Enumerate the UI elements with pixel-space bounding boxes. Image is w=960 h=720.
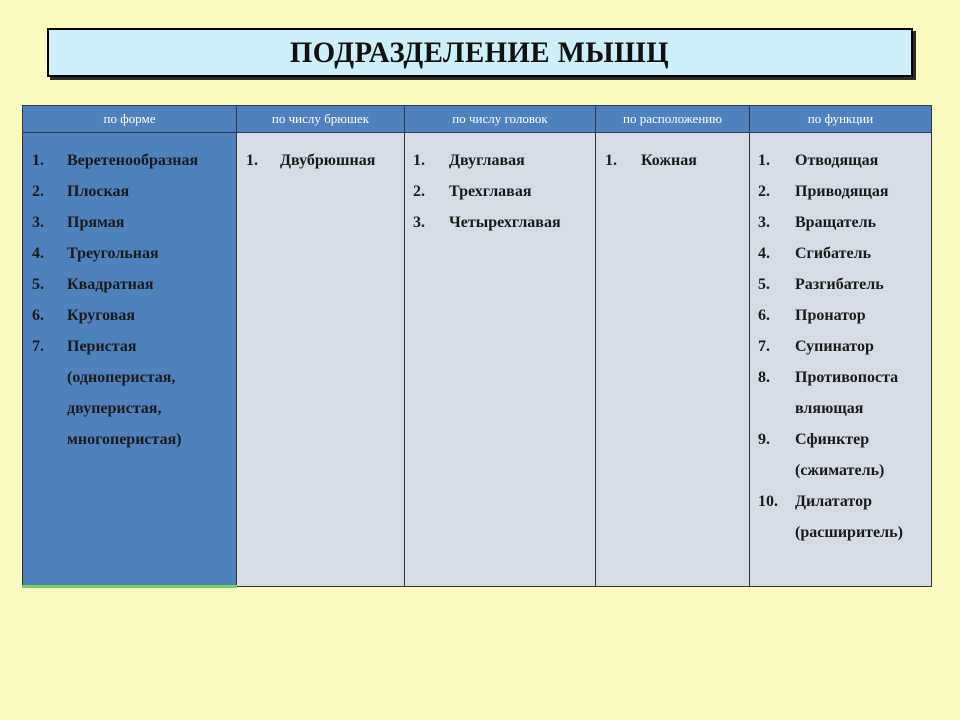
function-list bbox=[750, 145, 931, 548]
list-item: 2. Трехглавая bbox=[413, 183, 532, 200]
list-item: 5. Квадратная bbox=[32, 276, 154, 293]
cell-by-shape bbox=[23, 133, 237, 587]
heads-list bbox=[405, 145, 595, 238]
list-item: 5. Разгибатель bbox=[758, 276, 884, 293]
list-item: 10. Дилататор (расширитель) bbox=[758, 493, 903, 541]
header-by-shape: по форме bbox=[23, 106, 237, 133]
list-item: 7. Перистая (одноперистая, двуперистая, многоперистая) bbox=[32, 338, 182, 448]
list-item: 1. Двуглавая bbox=[413, 152, 525, 169]
list-item: 4. Треугольная bbox=[32, 245, 159, 262]
page-title: ПОДРАЗДЕЛЕНИЕ МЫШЦ bbox=[290, 35, 670, 69]
header-row bbox=[23, 106, 932, 133]
shape-list bbox=[23, 145, 236, 455]
muscle-classification-table bbox=[22, 105, 932, 588]
list-item: 1. Отводящая bbox=[758, 152, 879, 169]
cell-by-function bbox=[750, 133, 932, 587]
list-item: 4. Сгибатель bbox=[758, 245, 872, 262]
list-item: 3. Прямая bbox=[32, 214, 125, 231]
list-item: 9. Сфинктер (сжиматель) bbox=[758, 431, 885, 479]
list-item: 3. Вращатель bbox=[758, 214, 877, 231]
header-by-heads: по числу головок bbox=[405, 106, 596, 133]
title-box bbox=[47, 28, 913, 77]
header-by-location: по расположению bbox=[596, 106, 750, 133]
list-item: 6. Круговая bbox=[32, 307, 136, 324]
list-item: 6. Пронатор bbox=[758, 307, 866, 324]
cell-by-bellies bbox=[237, 133, 405, 587]
content-row bbox=[23, 133, 932, 587]
list-item: 8. Противопоста вляющая bbox=[758, 369, 899, 417]
list-item: 2. Приводящая bbox=[758, 183, 889, 200]
header-by-function: по функции bbox=[750, 106, 932, 133]
bellies-list bbox=[237, 145, 404, 176]
list-item: 1. Кожная bbox=[605, 152, 697, 169]
list-item: 3. Четырехглавая bbox=[413, 214, 561, 231]
location-list bbox=[596, 145, 749, 176]
list-item: 1. Веретенообразная bbox=[32, 152, 199, 169]
cell-by-heads bbox=[405, 133, 596, 587]
list-item: 1. Двубрюшная bbox=[246, 152, 376, 169]
list-item: 2. Плоская bbox=[32, 183, 130, 200]
list-item: 7. Супинатор bbox=[758, 338, 874, 355]
header-by-bellies: по числу брюшек bbox=[237, 106, 405, 133]
cell-by-location bbox=[596, 133, 750, 587]
